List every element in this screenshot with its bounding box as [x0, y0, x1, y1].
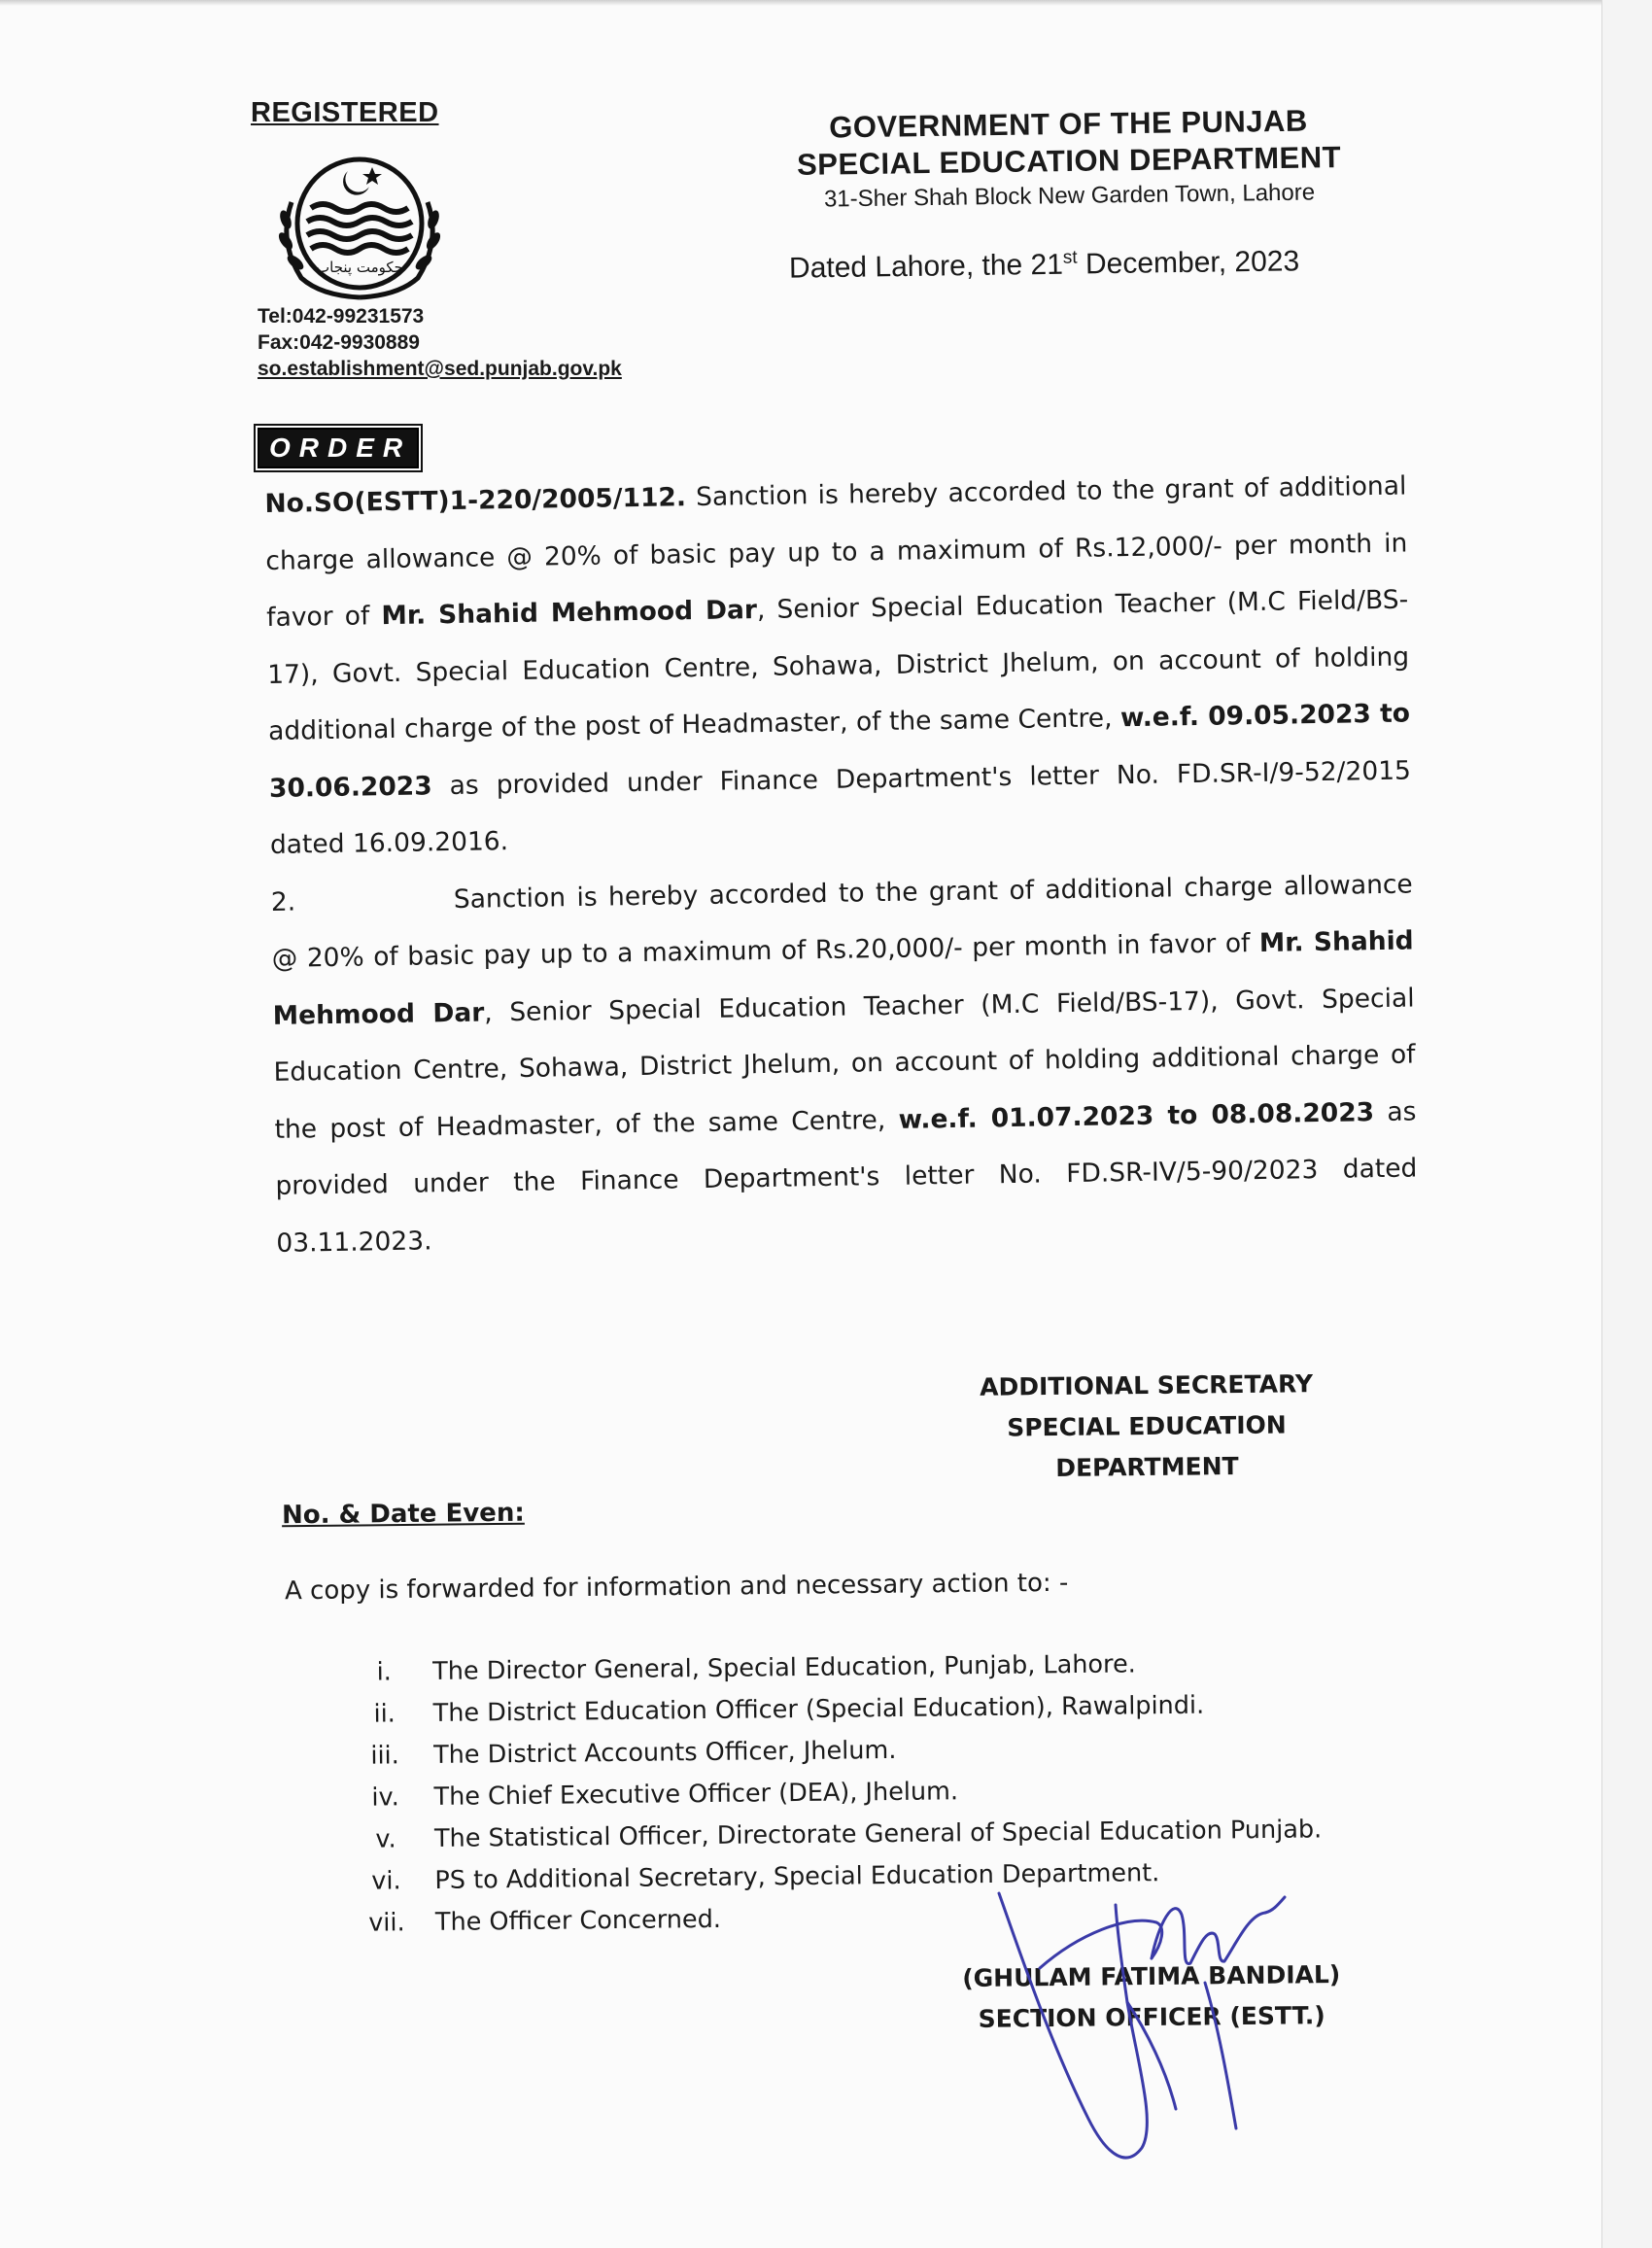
- period-2: w.e.f. 01.07.2023 to 08.08.2023: [898, 1096, 1375, 1135]
- government-title: GOVERNMENT OF THE PUNJAB: [829, 103, 1308, 145]
- signatory-block: ADDITIONAL SECRETARY SPECIAL EDUCATION DEPARTMENT: [979, 1369, 1314, 1482]
- list-item: ii. The District Education Officer (Special Education), Rawalpindi.: [373, 1690, 1205, 1729]
- paragraph-1: No.SO(ESTT)1-220/2005/112. Sanction is hereby accorded to the grant of additional charge allowance @ 20% of basic pay up to a maximum of Rs.12,000/- per month in favor of Mr. Shahid Mehmood Dar, Senior Special Education Teacher (M.C Field/BS-17), Govt. Special Education Centre, Sohawa, District Jhelum, on account of holding additional charge of the post of Headmaster, of the same Centre, w.e.f. 09.05.2023 to 30.06.2023 as provided under Finance Department's letter No. FD.SR-I/9-52/2015 dated 16.09.2016.: [264, 470, 1412, 860]
- officer-title: SECTION OFFICER (ESTT.): [978, 2001, 1325, 2033]
- letterhead: [747, 102, 1390, 214]
- paragraph-2: 2. Sanction is hereby accorded to the grant of additional charge allowance @ 20% of basic pay up to a maximum of Rs.20,000/- per month in favor of Mr. Shahid Mehmood Dar, Senior Special Education Teacher (M.C Field/BS-17), Govt. Special Education Centre, Sohawa, District Jhelum, on account of holding additional charge of the post of Headmaster, of the same Centre, w.e.f. 01.07.2023 to 08.08.2023 as provided under the Finance Department's letter No. FD.SR-IV/5-90/2023 dated 03.11.2023.: [270, 868, 1418, 1259]
- list-item: i. The Director General, Special Education, Punjab, Lahore.: [376, 1649, 1136, 1687]
- no-date-even-heading: No. & Date Even:: [281, 1498, 525, 1531]
- officer-name: (GHULAM FATIMA BANDIAL): [962, 1959, 1341, 1993]
- registered-label: REGISTERED: [251, 97, 439, 128]
- tel-number: Tel:042-99231573: [258, 305, 425, 328]
- scan-edge: [1601, 0, 1652, 2248]
- list-item: vii. The Officer Concerned.: [368, 1904, 722, 1938]
- copy-forwarded-text: A copy is forwarded for information and necessary action to: -: [284, 1568, 1069, 1607]
- handwritten-signature: [981, 1876, 1322, 2187]
- punjab-emblem-icon: [262, 144, 457, 309]
- fax-number: Fax:042-9930889: [258, 331, 420, 354]
- list-item: iv. The Chief Executive Officer (DEA), Jhelum.: [371, 1777, 959, 1813]
- contact-block: [258, 303, 622, 382]
- order-body: [264, 459, 1419, 1272]
- letter-date: Dated Lahore, the 21st December, 2023: [788, 245, 1300, 285]
- period-1: w.e.f. 09.05.2023 to 30.06.2023: [268, 698, 1411, 804]
- list-item: vi. PS to Additional Secretary, Special Education Department.: [371, 1858, 1160, 1896]
- email-link[interactable]: so.establishment@sed.punjab.gov.pk: [258, 358, 622, 380]
- employee-name: Mr. Shahid Mehmood Dar: [381, 595, 758, 632]
- department-address: 31-Sher Shah Block New Garden Town, Lahore: [823, 179, 1316, 213]
- scan-shadow: [0, 0, 1601, 6]
- list-item: iii. The District Accounts Officer, Jhelum.: [370, 1735, 897, 1771]
- reference-number: No.SO(ESTT)1-220/2005/112.: [264, 482, 687, 519]
- list-item: v. The Statistical Officer, Directorate General of Special Education Punjab.: [375, 1815, 1323, 1854]
- svg-text:حکومت پنجاب: حکومت پنجاب: [316, 259, 403, 276]
- order-heading: ORDER: [258, 428, 419, 468]
- employee-name-2: Mr. Shahid Mehmood Dar: [272, 925, 1414, 1031]
- department-title: SPECIAL EDUCATION DEPARTMENT: [796, 140, 1342, 182]
